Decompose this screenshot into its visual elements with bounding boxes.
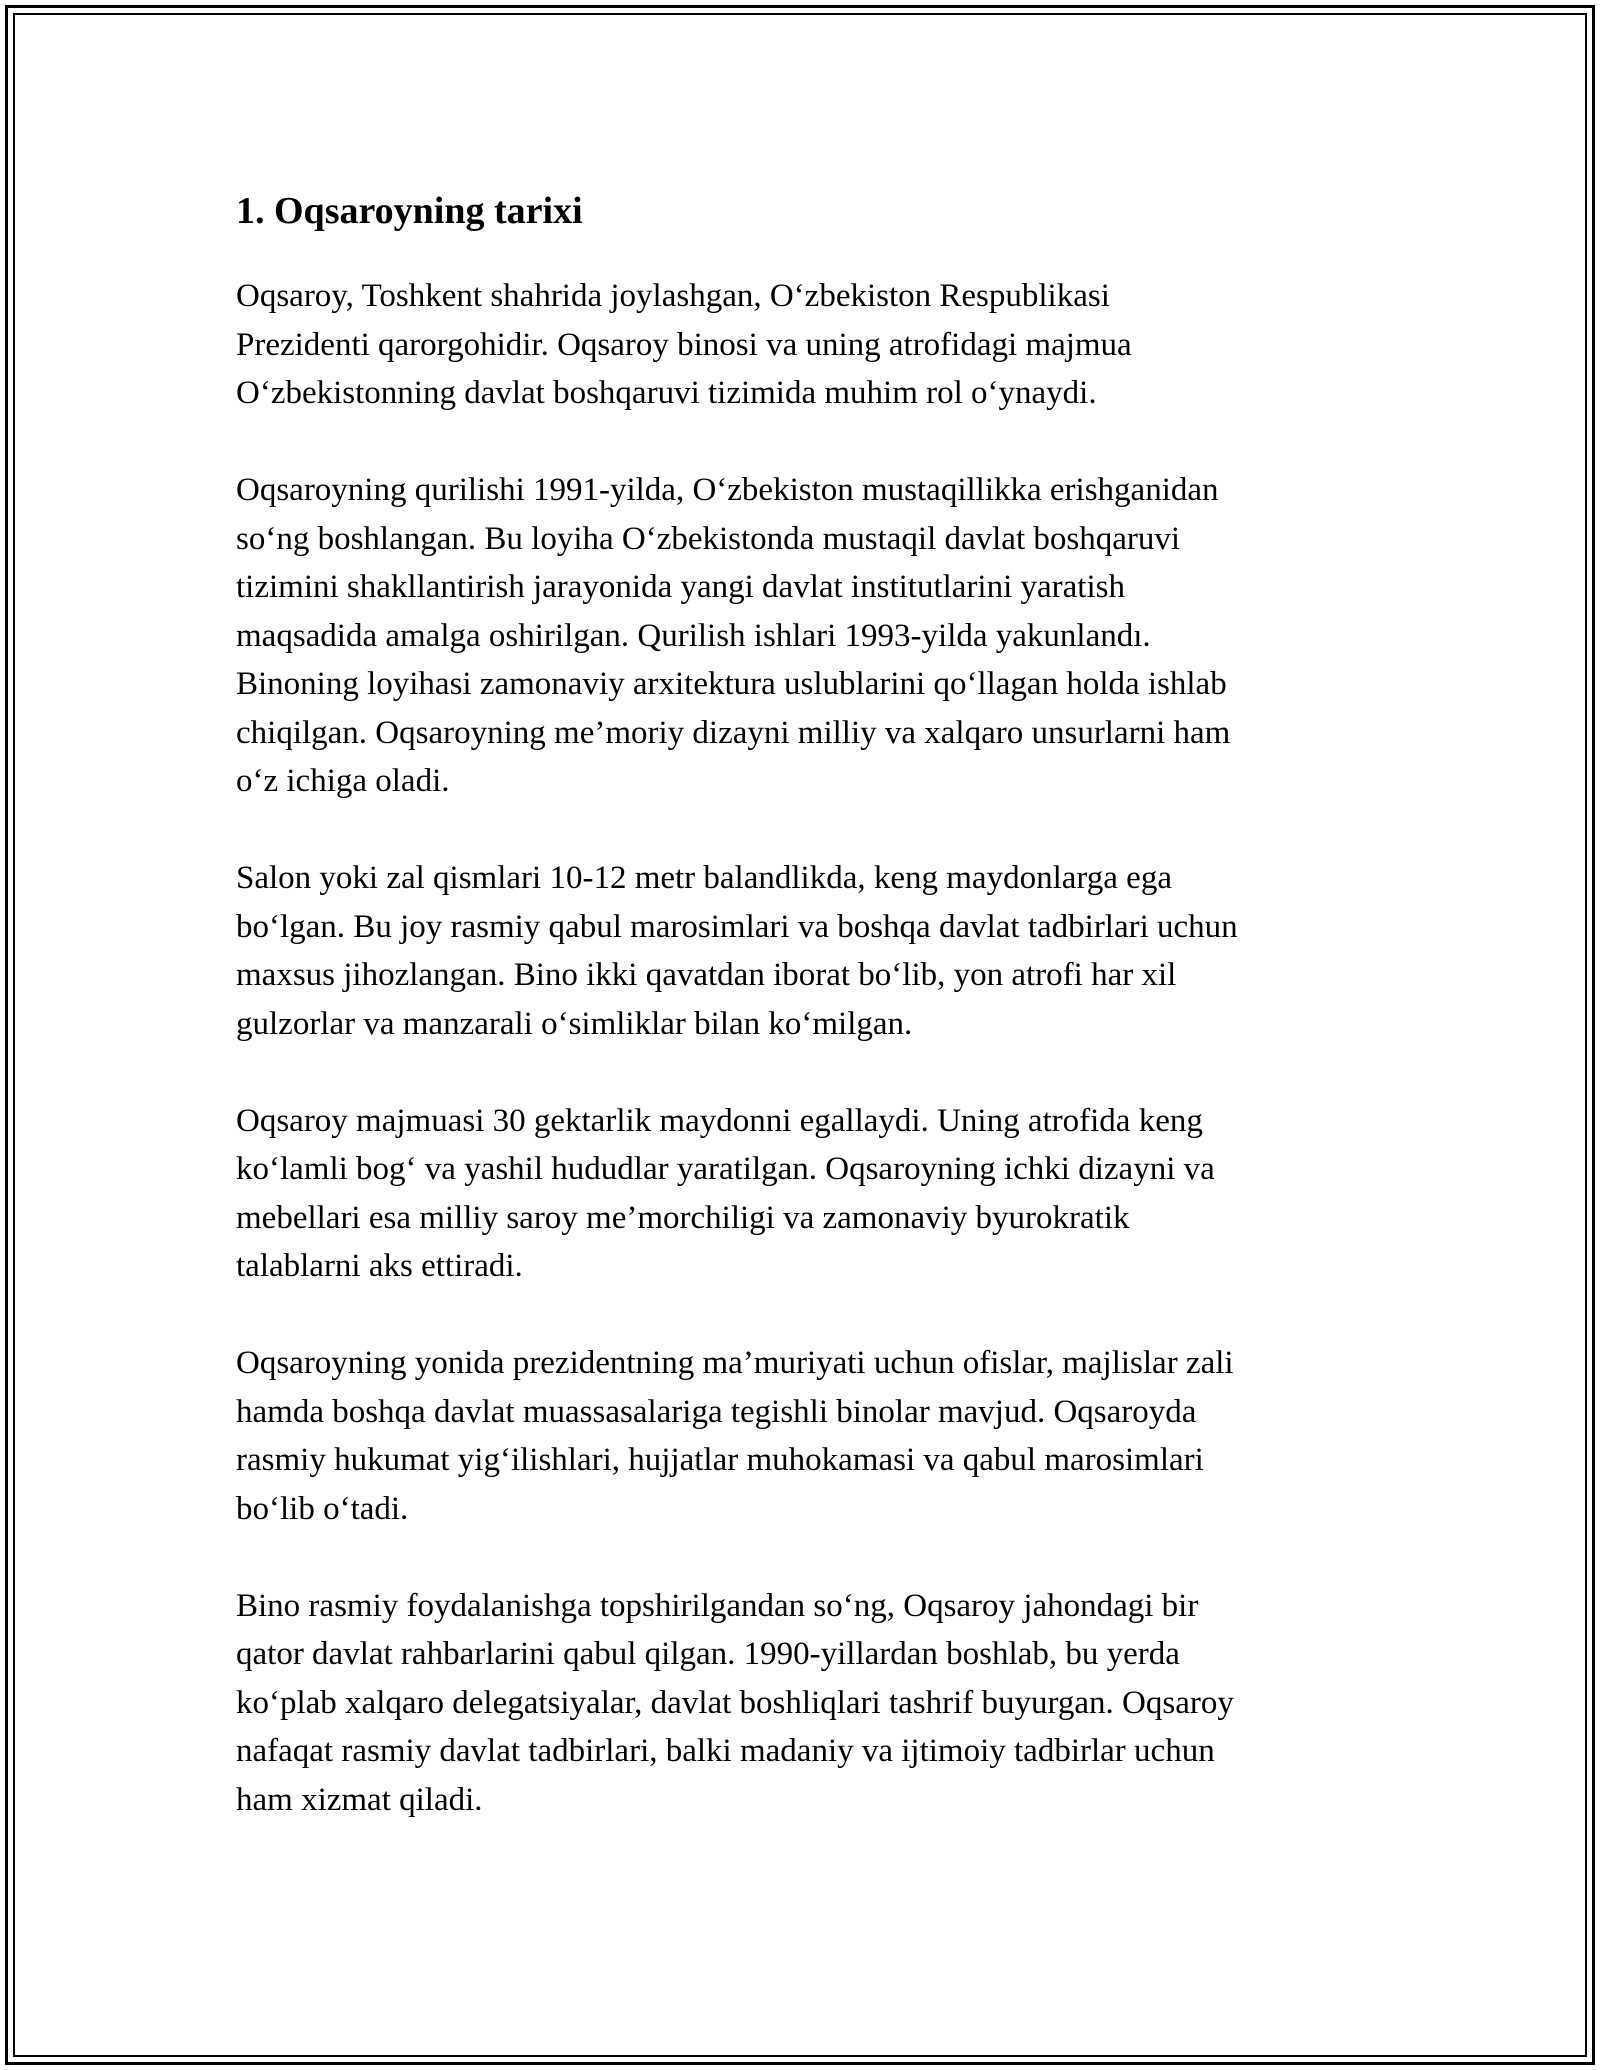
text-line: rasmiy hukumat yig‘ilishlari, hujjatlar muhokamasi va qabul marosimlari xyxy=(236,1442,1204,1478)
text-line: o‘z ichiga oladi. xyxy=(236,763,450,799)
paragraph-1 xyxy=(236,272,1366,418)
text-line: O‘zbekistonning davlat boshqaruvi tizimida muhim rol o‘ynaydi. xyxy=(236,375,1097,411)
text-line: talablarni aks ettiradi. xyxy=(236,1248,523,1284)
text-line: mebellari esa milliy saroy me’morchiligi va zamonaviy byurokratik xyxy=(236,1199,1130,1236)
text-line: nafaqat rasmiy davlat tadbirlari, balki madaniy va ijtimoiy tadbirlar uchun xyxy=(236,1733,1215,1769)
text-line: maqsadida amalga oshirilgan. Qurilish ishlari 1993-yilda yakunlandı. xyxy=(236,617,1151,654)
text-line: tizimini shakllantirish jarayonida yangi davlat institutlarini yaratish xyxy=(236,569,1125,605)
text-line: qator davlat rahbarlarini qabul qilgan. 1990-yillardan boshlab, bu yerda xyxy=(236,1636,1180,1672)
text-line: Oqsaroy, Toshkent shahrida joylashgan, O‘zbekiston Respublikasi xyxy=(236,278,1110,314)
text-line: Oqsaroy majmuasi 30 gektarlik maydonni egallaydi. Uning atrofida keng xyxy=(236,1102,1203,1139)
text-line: so‘ng boshlangan. Bu loyiha O‘zbekistonda mustaqil davlat boshqaruvi xyxy=(236,520,1181,557)
text-line: Binoning loyihasi zamonaviy arxitektura uslublarini qo‘llagan holda ishlab xyxy=(236,666,1227,702)
text-line: bo‘lib o‘tadi. xyxy=(236,1490,409,1527)
document-body xyxy=(236,186,1366,1873)
text-line: ham xizmat qiladi. xyxy=(236,1781,483,1818)
text-line: Oqsaroyning yonida prezidentning ma’muriyati uchun ofislar, majlislar zali xyxy=(236,1345,1234,1381)
paragraph-6 xyxy=(236,1582,1366,1825)
text-line: Prezidenti qarorgohidir. Oqsaroy binosi va uning atrofidagi majmua xyxy=(236,326,1132,363)
paragraph-3 xyxy=(236,854,1366,1048)
text-line: chiqilgan. Oqsaroyning me’moriy dizayni milliy va xalqaro unsurlarni ham xyxy=(236,714,1231,751)
text-line: gulzorlar va manzarali o‘simliklar bilan ko‘milgan. xyxy=(236,1005,913,1042)
text-line: Salon yoki zal qismlari 10-12 metr balandlikda, keng maydonlarga ega xyxy=(236,860,1172,896)
text-line: hamda boshqa davlat muassasalariga tegishli binolar mavjud. Oqsaroyda xyxy=(236,1393,1197,1430)
section-title: 1. Oqsaroyning tarixi xyxy=(236,190,583,232)
paragraph-4 xyxy=(236,1097,1366,1291)
text-line: bo‘lgan. Bu joy rasmiy qabul marosimlari va boshqa davlat tadbirlari uchun xyxy=(236,908,1238,945)
text-line: ko‘lamli bog‘ va yashil hududlar yaratilgan. Oqsaroyning ichki dizayni va xyxy=(236,1151,1215,1187)
paragraph-2 xyxy=(236,466,1366,806)
text-line: maxsus jihozlangan. Bino ikki qavatdan iborat bo‘lib, yon atrofi har xil xyxy=(236,957,1177,993)
text-line: ko‘plab xalqaro delegatsiyalar, davlat boshliqlari tashrif buyurgan. Oqsaroy xyxy=(236,1684,1234,1721)
paragraph-5 xyxy=(236,1339,1366,1533)
text-line: Bino rasmiy foydalanishga topshirilgandan so‘ng, Oqsaroy jahondagi bir xyxy=(236,1587,1199,1624)
text-line: Oqsaroyning qurilishi 1991-yilda, O‘zbekiston mustaqillikka erishganidan xyxy=(236,472,1219,508)
